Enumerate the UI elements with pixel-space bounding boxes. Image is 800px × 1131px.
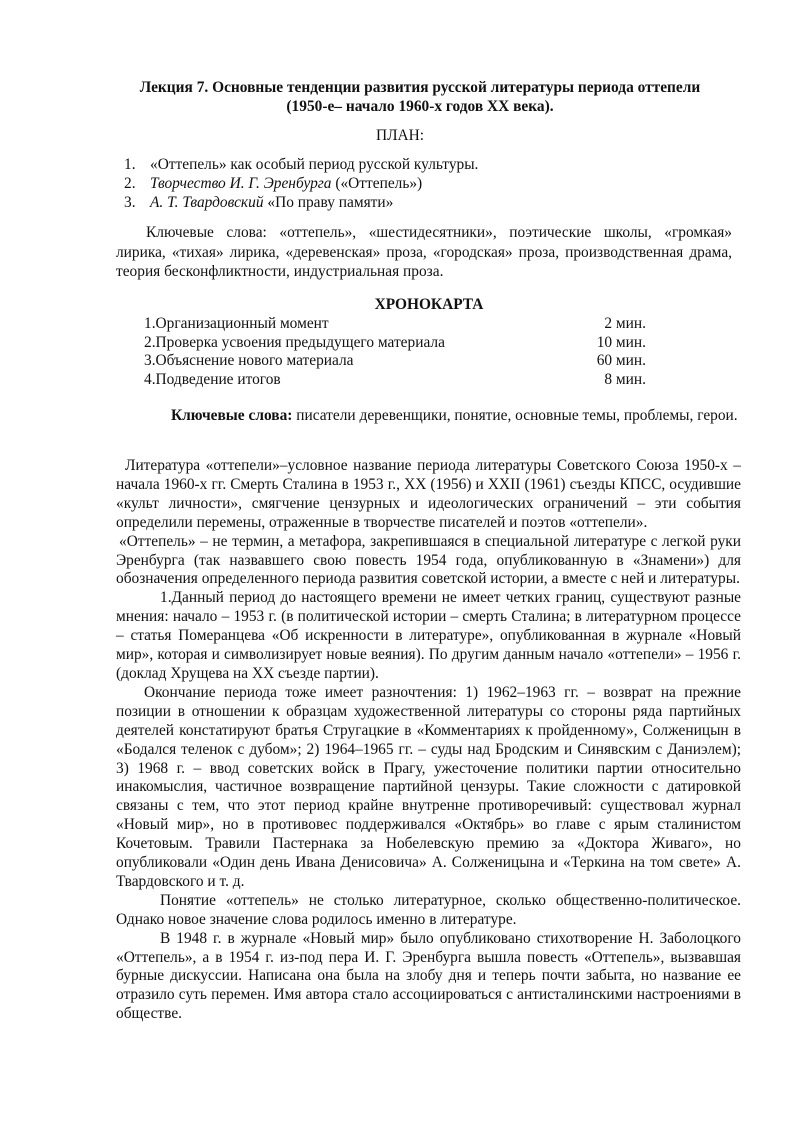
keywords-text: писатели деревенщики, понятие, основные темы, проблемы, герои. [292, 407, 738, 424]
plan-list [124, 155, 478, 212]
chronocard-duration: 10 мин. [596, 333, 646, 351]
plan-item [124, 174, 478, 193]
chronocard-stage: 2.Проверка усвоения предыдущего материала [144, 333, 445, 351]
plan-item-number: 2. [124, 175, 136, 192]
body-paragraph: В 1948 г. в журнале «Новый мир» было опубликовано стихотворение Н. Заболоцкого «Оттепель», а в 1954 г. из-под пера И. Г. Эренбурга вышла повесть «Оттепель», вызвавшая бурные дискуссии. Написана она была на злобу дня и теперь почти забыта, но название ее отразило суть перемен. Имя автора стало ассоциироваться с антисталинскими настроениями в обществе. [116, 929, 741, 1023]
chronocard-list [144, 315, 646, 389]
plan-item-italic: Творчество И. Г. Эренбурга [150, 175, 332, 192]
chronocard-stage: 4.Подведение итогов [144, 370, 281, 388]
chronocard-stage: 1.Организационный момент [144, 315, 329, 332]
chronocard-stage: 3.Объяснение нового материала [144, 352, 354, 369]
chronocard-row [144, 315, 646, 334]
lecture-title-line-2: (1950-е– начало 1960-х годов ХХ века). [286, 98, 554, 115]
lecture-body [116, 457, 741, 1024]
chronocard-row [144, 352, 646, 371]
plan-item-text: «Оттепель» как особый период русской культуры. [150, 156, 479, 173]
body-paragraph: 1.Данный период до настоящего времени не имеет четких границ, существуют разные мнения: начало – 1953 г. (в политической истории – смерть Сталина; в литературном процессе – статья Померанцева «Об искренности в литературе», опубликованная в журнале «Новый мир», которая и символизирует новые веяния). По другим данным начало «оттепели» – 1956 г. (доклад Хрущева на XX съезде партии). [116, 589, 741, 682]
keywords-label: Ключевые слова: [171, 407, 293, 424]
keywords-secondary-paragraph [116, 406, 741, 426]
chronocard-row [144, 371, 646, 390]
chronocard-heading: ХРОНОКАРТА [374, 296, 484, 313]
plan-item [124, 155, 478, 174]
body-paragraph: «Оттепель» – не термин, а метафора, закрепившаяся в специальной литературе с легкой руки Эренбурга (так назвавшего свою повесть 1954 года, опубликованную в «Знамени») для обозначения определенного периода развития советской истории, а вместе с ней и литературы. [116, 532, 741, 588]
plan-item [124, 193, 478, 212]
plan-item-text: («Оттепель») [331, 175, 423, 192]
lecture-title-line-1: Лекция 7. Основные тенденции развития русской литературы периода оттепели [139, 79, 701, 96]
body-paragraph: Понятие «оттепель» не столько литературное, сколько общественно-политическое. Однако новое значение слова родилось именно в литературе. [116, 891, 741, 928]
plan-item-text: «По праву памяти» [263, 194, 394, 211]
chronocard-duration: 2 мин. [604, 315, 646, 332]
plan-item-number: 1. [124, 156, 136, 173]
plan-item-italic: А. Т. Твардовский [150, 194, 264, 211]
plan-item-number: 3. [124, 194, 136, 211]
body-paragraph: Литература «оттепели»–условное название периода литературы Советского Союза 1950-х – начала 1960-х гг. Смерть Сталина в 1953 г., XX (1956) и XXII (1961) съезды КПСС, осудившие «культ личности», смягчение цензурных и идеологических ограничений – эти события определили перемены, отраженные в творчестве писателей и поэтов «оттепели». [116, 457, 741, 531]
keywords-paragraph: Ключевые слова: «оттепель», «шестидесятники», поэтические школы, «громкая» лирика, «тихая» лирика, «деревенская» проза, «городская» проза, производственная драма, теория бесконфликтности, индустриальная проза. [116, 224, 732, 280]
plan-heading: ПЛАН: [375, 127, 425, 144]
body-paragraph: Окончание периода тоже имеет разночтения: 1) 1962–1963 гг. – возврат на прежние позиции в отношении к образцам художественной литературы со стороны ряда партийных деятелей констатируют братья Стругацкие в «Комментариях к пройденному», Солженицын в «Бодался теленок с дубом»; 2) 1964–1965 гг. – суды над Бродским и Синявским с Даниэлем); 3) 1968 г. – ввод советских войск в Прагу, ужесточение политики партии относительно инакомыслия, частичное возвращение партийной цензуры. Такие сложности с датировкой связаны с тем, что этот период крайне внутренне противоречивый: существовал журнал «Новый мир», но в противовес поддерживался «Октябрь» во главе с ярым сталинистом Кочетовым. Травили Пастернака за Нобелевскую премию за «Доктора Живаго», но опубликовали «Один день Ивана Денисовича» А. Солженицына и «Теркина на том свете» А. Твардовского и т. д. [116, 683, 741, 890]
chronocard-duration: 60 мин. [596, 352, 646, 369]
chronocard-row [144, 334, 646, 353]
chronocard-duration: 8 мин. [604, 370, 646, 388]
lecture-title [100, 78, 740, 116]
